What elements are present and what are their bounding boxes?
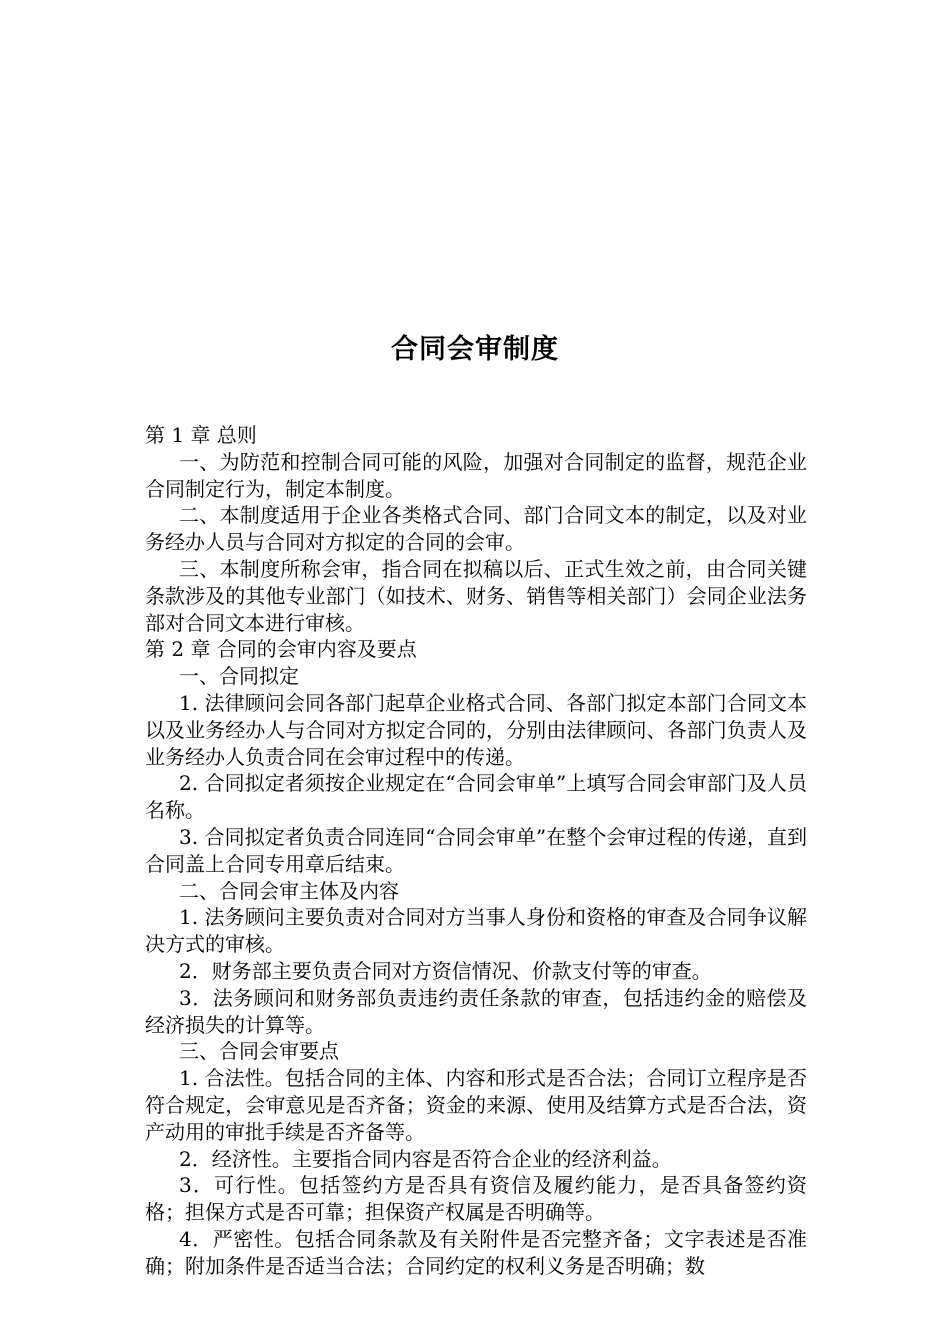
section-heading: 二、合同会审主体及内容	[179, 878, 399, 903]
page-title: 合同会审制度	[391, 334, 559, 365]
paragraph: 2．财务部主要负责合同对方资信情况、价款支付等的审查。	[179, 958, 712, 983]
paragraph: 1. 法律顾问会同各部门起草企业格式合同、各部门拟定本部门合同文本以及业务经办人与合同对方拟定合同的，分别由法律顾问、各部门负责人及业务经办人负责合同在会审过程中的传递。	[145, 690, 807, 769]
chapter-heading: 第 2 章 合同的会审内容及要点	[145, 637, 417, 662]
paragraph: 三、本制度所称会审，指合同在拟稿以后、正式生效之前，由合同关键条款涉及的其他专业部门（如技术、财务、销售等相关部门）会同企业法务部对合同文本进行审核。	[145, 556, 807, 635]
paragraph: 2．经济性。主要指合同内容是否符合企业的经济利益。	[179, 1146, 672, 1171]
chapter-heading: 第 1 章 总则	[145, 423, 257, 447]
paragraph: 3. 合同拟定者负责合同连同“合同会审单”在整个会审过程的传递，直到合同盖上合同专用章后结束。	[145, 824, 807, 876]
section-heading: 三、合同会审要点	[179, 1039, 339, 1064]
paragraph: 3．法务顾问和财务部负责违约责任条款的审查，包括违约金的赔偿及经济损失的计算等。	[145, 985, 807, 1037]
paragraph: 二、本制度适用于企业各类格式合同、部门合同文本的制定，以及对业务经办人员与合同对方拟定的合同的会审。	[145, 503, 807, 555]
paragraph: 3．可行性。包括签约方是否具有资信及履约能力，是否具备签约资格；担保方式是否可靠；担保资产权属是否明确等。	[145, 1173, 807, 1225]
paragraph: 2. 合同拟定者须按企业规定在“合同会审单”上填写合同会审部门及人员名称。	[145, 771, 807, 823]
paragraph: 一、为防范和控制合同可能的风险，加强对合同制定的监督，规范企业合同制定行为，制定本制度。	[145, 449, 807, 501]
paragraph: 1. 合法性。包括合同的主体、内容和形式是否合法；合同订立程序是否符合规定，会审意见是否齐备；资金的来源、使用及结算方式是否合法，资产动用的审批手续是否齐备等。	[145, 1066, 807, 1144]
paragraph: 1. 法务顾问主要负责对合同对方当事人身份和资格的审查及合同争议解决方式的审核。	[145, 905, 807, 957]
section-heading: 一、合同拟定	[179, 664, 299, 689]
document-body	[145, 422, 807, 1280]
paragraph: 4．严密性。包括合同条款及有关附件是否完整齐备；文字表述是否准确；附加条件是否适当合法；合同约定的权利义务是否明确；数	[145, 1226, 807, 1278]
